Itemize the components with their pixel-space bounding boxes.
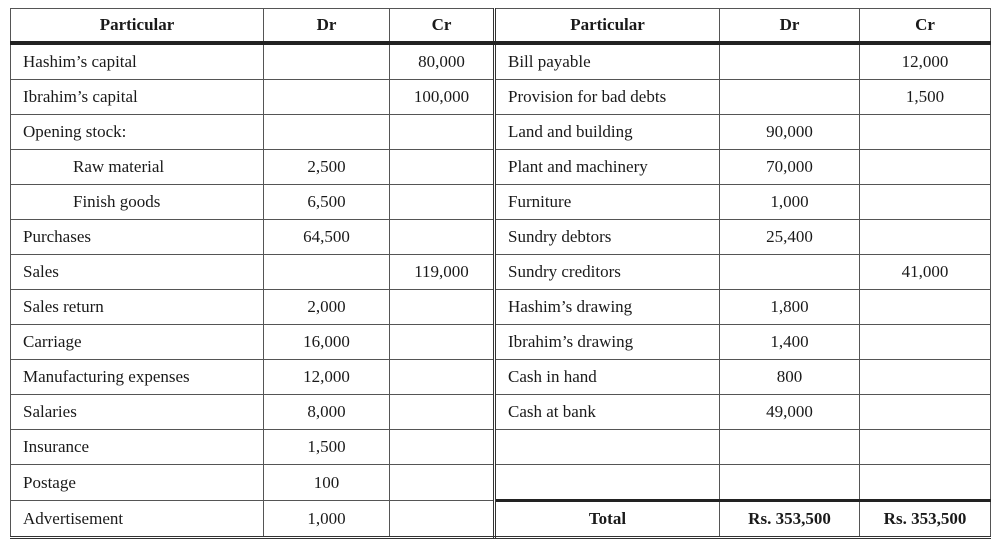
right-dr: [720, 80, 860, 115]
total-dr: Rs. 353,500: [720, 501, 860, 538]
right-cr: [860, 220, 991, 255]
right-dr: 800: [720, 360, 860, 395]
table-row: [11, 290, 991, 325]
right-dr: 1,000: [720, 185, 860, 220]
left-dr: 1,000: [264, 501, 390, 538]
table-row: [11, 150, 991, 185]
right-particular: [495, 430, 720, 465]
right-particular: Cash at bank: [495, 395, 720, 430]
left-dr: [264, 255, 390, 290]
left-dr: 16,000: [264, 325, 390, 360]
table-row: [11, 43, 991, 80]
right-dr: 49,000: [720, 395, 860, 430]
right-cr: [860, 115, 991, 150]
header-left-particular: Particular: [11, 9, 264, 44]
left-cr: [390, 430, 495, 465]
left-cr: [390, 150, 495, 185]
right-dr: 25,400: [720, 220, 860, 255]
right-particular: [495, 465, 720, 501]
header-right-particular: Particular: [495, 9, 720, 44]
table-row: [11, 255, 991, 290]
right-particular: Sundry debtors: [495, 220, 720, 255]
right-dr: [720, 430, 860, 465]
right-particular: Plant and machinery: [495, 150, 720, 185]
left-cr: [390, 360, 495, 395]
header-right-cr: Cr: [860, 9, 991, 44]
right-particular: Land and building: [495, 115, 720, 150]
left-dr: [264, 115, 390, 150]
table-row: [11, 80, 991, 115]
left-dr: 1,500: [264, 430, 390, 465]
left-particular: Salaries: [11, 395, 264, 430]
left-particular: Raw material: [11, 150, 264, 185]
left-cr: [390, 501, 495, 538]
left-cr: [390, 185, 495, 220]
left-dr: 2,000: [264, 290, 390, 325]
right-dr: 1,800: [720, 290, 860, 325]
left-particular: Hashim’s capital: [11, 43, 264, 80]
table-row: [11, 430, 991, 465]
table-row: [11, 395, 991, 430]
left-particular: Finish goods: [11, 185, 264, 220]
left-cr: [390, 325, 495, 360]
left-particular: Opening stock:: [11, 115, 264, 150]
table-row: [11, 325, 991, 360]
left-particular: Sales: [11, 255, 264, 290]
header-left-cr: Cr: [390, 9, 495, 44]
left-cr: 100,000: [390, 80, 495, 115]
left-cr: [390, 395, 495, 430]
left-cr: [390, 220, 495, 255]
left-particular: Sales return: [11, 290, 264, 325]
total-label: Total: [495, 501, 720, 538]
table-row: [11, 220, 991, 255]
right-dr: [720, 465, 860, 501]
right-cr: [860, 360, 991, 395]
trial-balance-table: [10, 8, 991, 539]
left-cr: [390, 290, 495, 325]
left-particular: Purchases: [11, 220, 264, 255]
right-particular: Sundry creditors: [495, 255, 720, 290]
left-particular: Manufacturing expenses: [11, 360, 264, 395]
header-left-dr: Dr: [264, 9, 390, 44]
right-dr: 90,000: [720, 115, 860, 150]
header-right-dr: Dr: [720, 9, 860, 44]
right-dr: 70,000: [720, 150, 860, 185]
left-cr: [390, 465, 495, 501]
right-cr: [860, 465, 991, 501]
header-row: [11, 9, 991, 44]
left-cr: 80,000: [390, 43, 495, 80]
right-cr: 41,000: [860, 255, 991, 290]
left-particular: Insurance: [11, 430, 264, 465]
right-particular: Hashim’s drawing: [495, 290, 720, 325]
right-cr: [860, 430, 991, 465]
right-cr: [860, 150, 991, 185]
total-cr: Rs. 353,500: [860, 501, 991, 538]
left-particular: Advertisement: [11, 501, 264, 538]
left-particular: Ibrahim’s capital: [11, 80, 264, 115]
right-dr: [720, 255, 860, 290]
right-cr: 12,000: [860, 43, 991, 80]
left-dr: 8,000: [264, 395, 390, 430]
right-particular: Provision for bad debts: [495, 80, 720, 115]
left-dr: 2,500: [264, 150, 390, 185]
left-dr: 64,500: [264, 220, 390, 255]
right-particular: Ibrahim’s drawing: [495, 325, 720, 360]
left-dr: 12,000: [264, 360, 390, 395]
left-dr: 6,500: [264, 185, 390, 220]
right-particular: Furniture: [495, 185, 720, 220]
table-row: [11, 185, 991, 220]
table-row: [11, 465, 991, 501]
right-particular: Bill payable: [495, 43, 720, 80]
table-row: [11, 360, 991, 395]
left-particular: Postage: [11, 465, 264, 501]
left-dr: 100: [264, 465, 390, 501]
right-particular: Cash in hand: [495, 360, 720, 395]
right-cr: [860, 395, 991, 430]
right-cr: [860, 185, 991, 220]
right-dr: [720, 43, 860, 80]
right-cr: [860, 325, 991, 360]
left-cr: [390, 115, 495, 150]
left-dr: [264, 80, 390, 115]
total-row: [11, 501, 991, 538]
right-cr: [860, 290, 991, 325]
left-particular: Carriage: [11, 325, 264, 360]
table-row: [11, 115, 991, 150]
left-cr: 119,000: [390, 255, 495, 290]
left-dr: [264, 43, 390, 80]
right-dr: 1,400: [720, 325, 860, 360]
right-cr: 1,500: [860, 80, 991, 115]
